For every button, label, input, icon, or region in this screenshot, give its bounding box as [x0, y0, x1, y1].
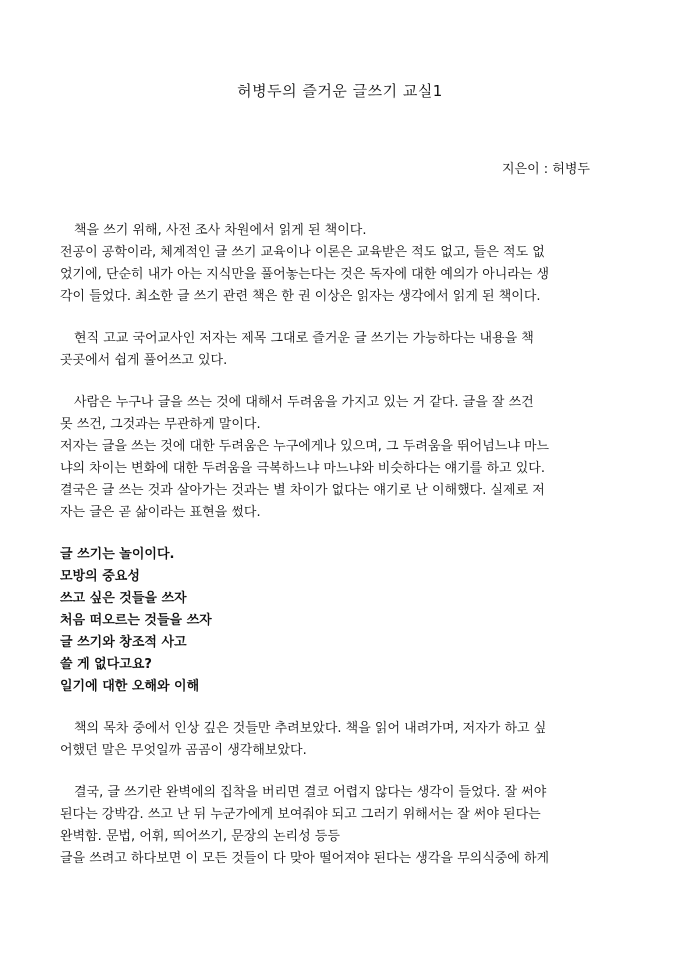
text-line: 냐의 차이는 변화에 대한 두려움을 극복하느냐 마느냐와 비슷하다는 얘기를 하고 있다.	[60, 461, 545, 476]
text-line: 결국은 글 쓰는 것과 살아가는 것과는 별 차이가 없다는 얘기로 난 이해했다. 실제로 저	[60, 483, 545, 498]
toc-item: 글 쓰기와 창조적 사고	[60, 635, 187, 650]
text-line: 현직 고교 국어교사인 저자는 제목 그대로 즐거운 글 쓰기는 가능하다는 내용을 책	[74, 331, 534, 346]
text-line: 전공이 공학이라, 체계적인 글 쓰기 교육이나 이론은 교육받은 적도 없고, 들은 적도 없	[60, 245, 545, 260]
paragraph-4	[60, 718, 620, 762]
author-line: 지은이 : 허병두	[502, 162, 590, 177]
toc-item: 처음 떠오르는 것들을 쓰자	[60, 613, 212, 628]
text-line: 곳곳에서 쉽게 풀어쓰고 있다.	[60, 353, 228, 368]
paragraph-5	[60, 782, 620, 870]
text-line: 자는 글은 곧 삶이라는 표현을 썼다.	[60, 505, 261, 520]
paragraph-1	[60, 220, 620, 308]
text-line: 책의 목차 중에서 인상 깊은 것들만 추려보았다. 책을 읽어 내려가며, 저자가 하고 싶	[74, 721, 547, 736]
toc-item: 일기에 대한 오해와 이해	[60, 679, 200, 694]
text-line: 었기에, 단순히 내가 아는 지식만을 풀어놓는다는 것은 독자에 대한 예의가 아니라는 생	[60, 267, 550, 282]
toc-item: 쓰고 싶은 것들을 쓰자	[60, 591, 187, 606]
document-body	[60, 220, 620, 870]
toc-list	[60, 544, 620, 698]
text-line: 글을 쓰려고 하다보면 이 모든 것들이 다 맞아 떨어져야 된다는 생각을 무의식중에 하게	[60, 851, 550, 866]
paragraph-2	[60, 328, 620, 372]
text-line: 저자는 글을 쓰는 것에 대한 두려움은 누구에게나 있으며, 그 두려움을 뛰어넘느냐 마느	[60, 439, 550, 454]
text-line: 각이 들었다. 최소한 글 쓰기 관련 책은 한 권 이상은 읽자는 생각에서 읽게 된 책이다.	[60, 289, 541, 304]
text-line: 된다는 강박감. 쓰고 난 뒤 누군가에게 보여줘야 되고 그러기 위해서는 잘 써야 된다는	[60, 807, 541, 822]
paragraph-3	[60, 392, 620, 524]
text-line: 사람은 누구나 글을 쓰는 것에 대해서 두려움을 가지고 있는 거 같다. 글을 잘 쓰건	[74, 395, 534, 410]
text-line: 어했던 말은 무엇일까 곰곰이 생각해보았다.	[60, 743, 307, 758]
text-line: 못 쓰건, 그것과는 무관하게 말이다.	[60, 417, 261, 432]
text-line: 책을 쓰기 위해, 사전 조사 차원에서 읽게 된 책이다.	[74, 223, 367, 238]
toc-item: 모방의 중요성	[60, 569, 140, 584]
text-line: 완벽함. 문법, 어휘, 띄어쓰기, 문장의 논리성 등등	[60, 829, 340, 844]
toc-item: 쓸 게 없다고요?	[60, 657, 152, 672]
document-title: 허병두의 즐거운 글쓰기 교실1	[237, 82, 443, 100]
text-line: 결국, 글 쓰기란 완벽에의 집착을 버리면 결코 어렵지 않다는 생각이 들었다. 잘 써야	[74, 785, 547, 800]
toc-item: 글 쓰기는 놀이이다.	[60, 547, 175, 562]
